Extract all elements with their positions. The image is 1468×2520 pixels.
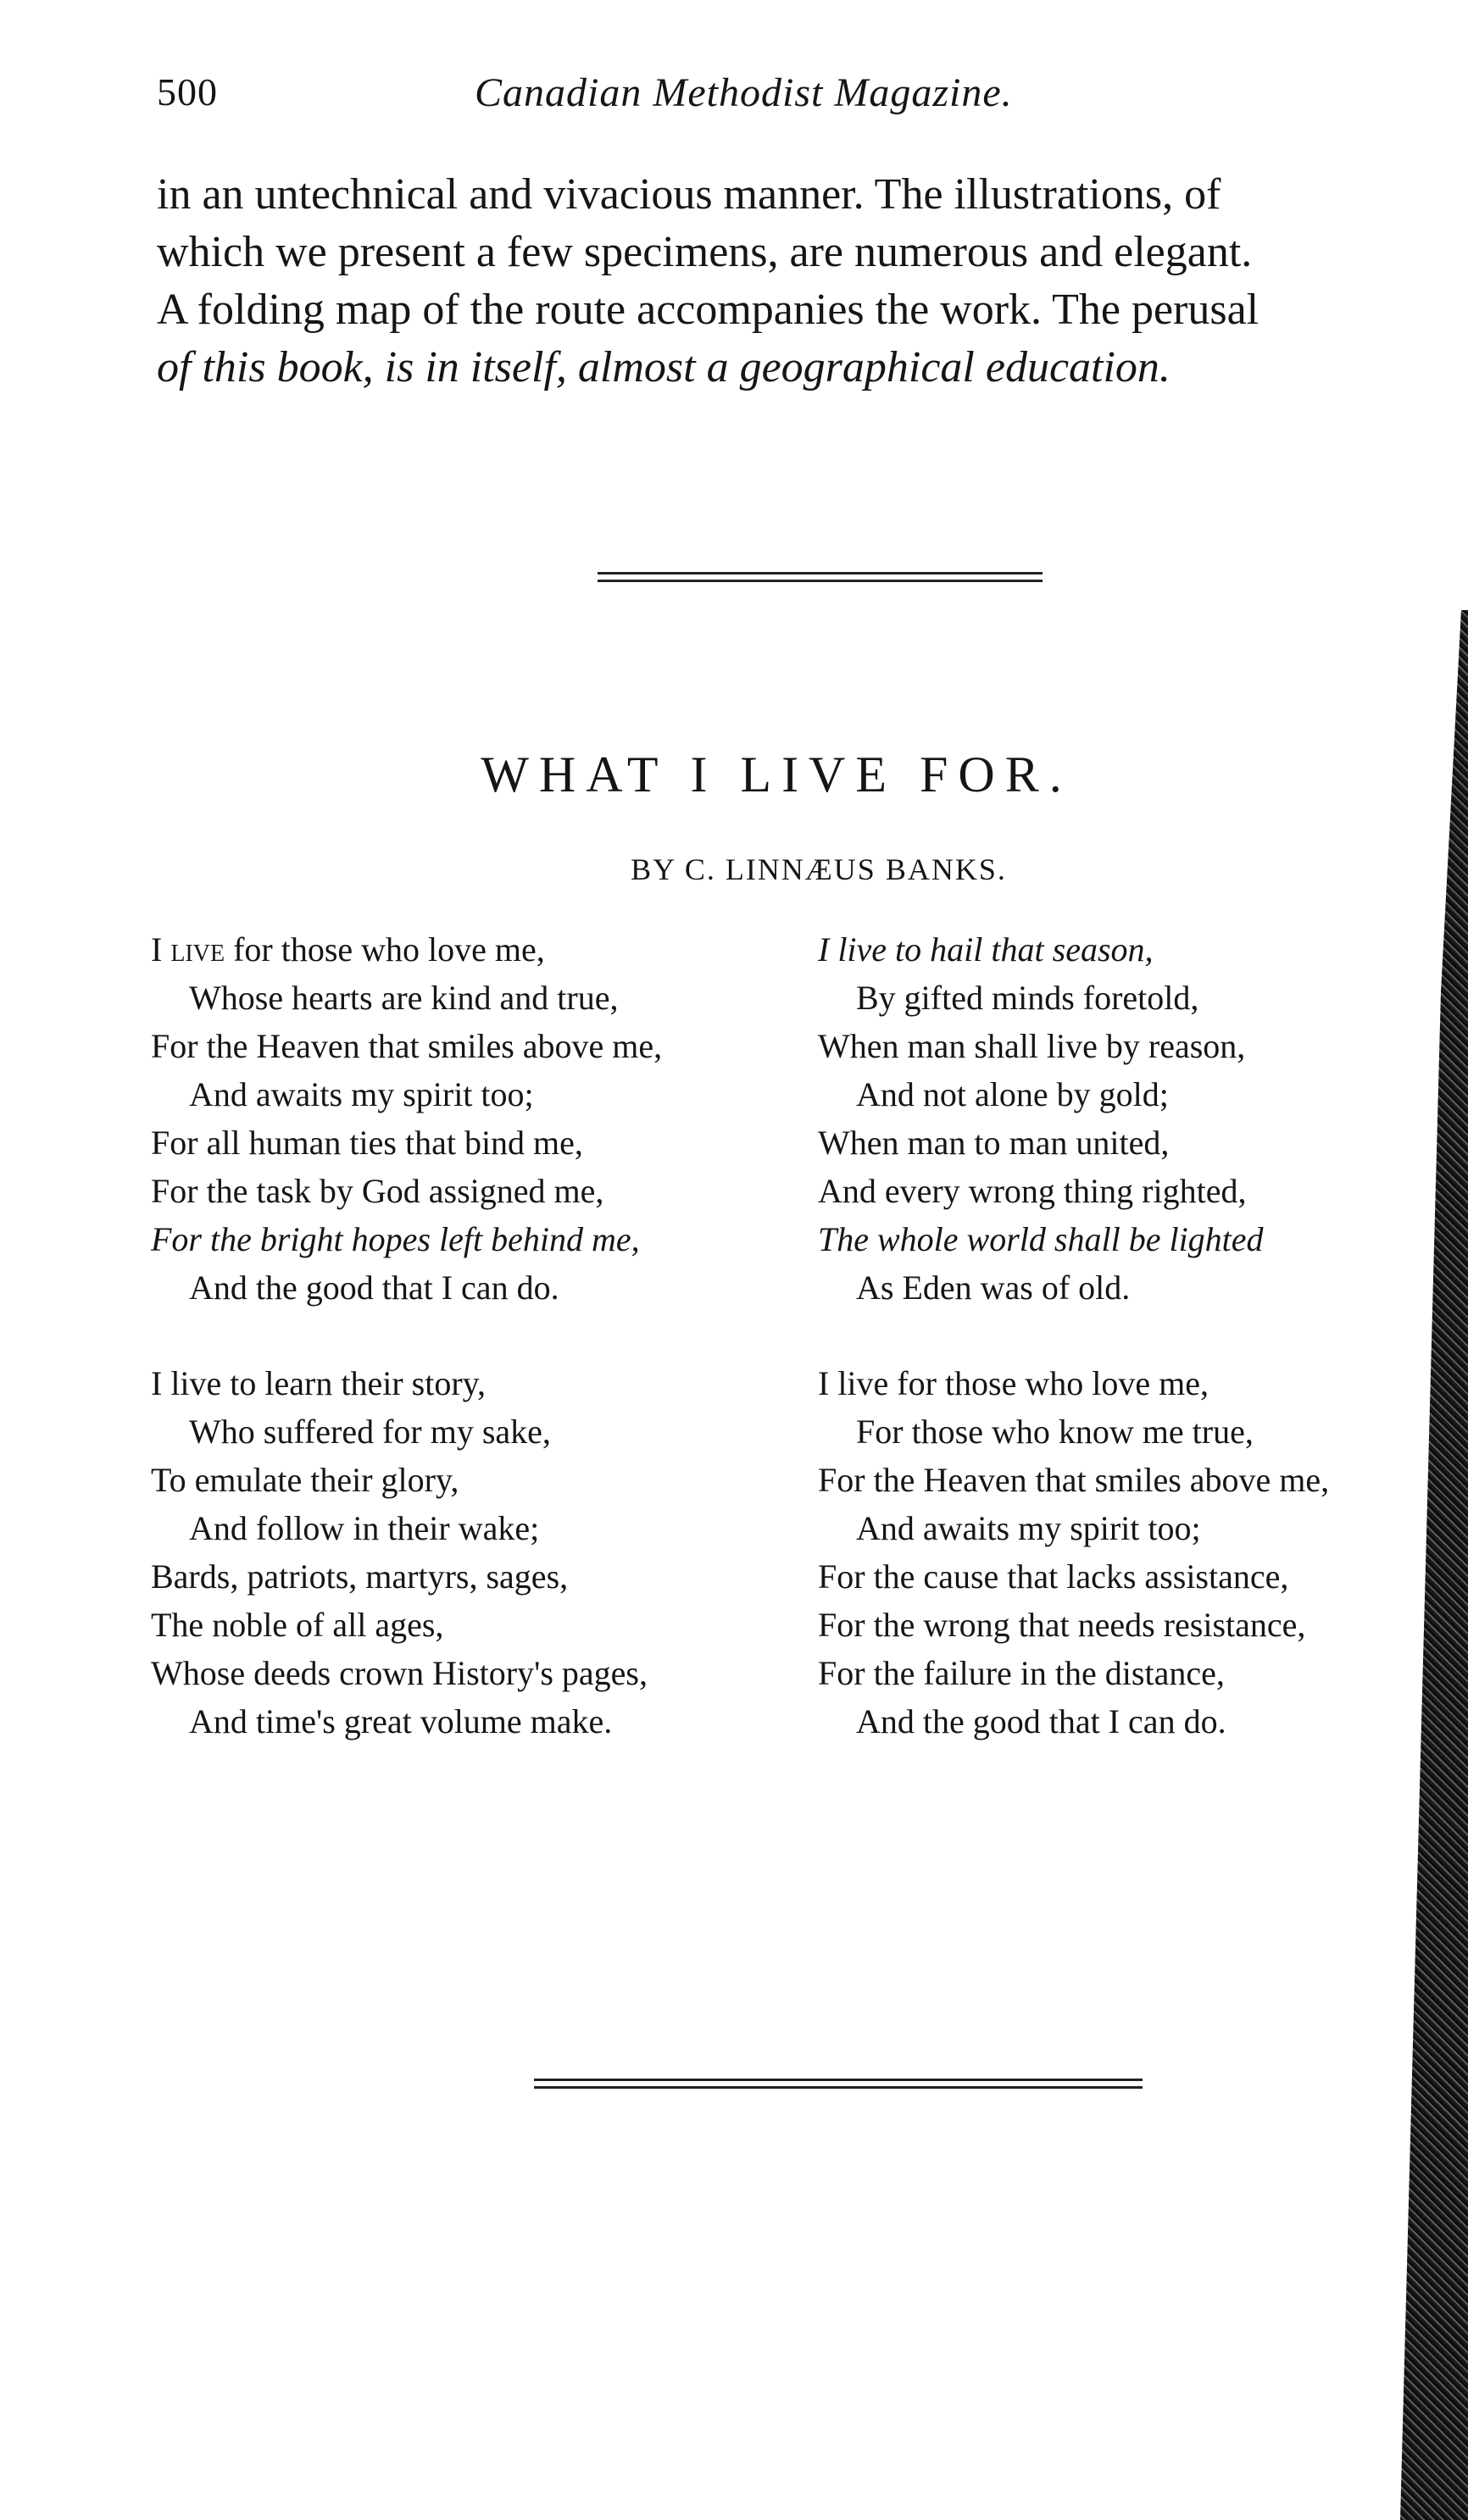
verse-line: Whose deeds crown History's pages, <box>151 1654 648 1692</box>
verse-line: And time's great volume make. <box>189 1702 613 1740</box>
verse-line: Who suffered for my sake, <box>189 1413 551 1451</box>
verse-line: For the Heaven that smiles above me, <box>151 1027 663 1065</box>
verse-line: When man shall live by reason, <box>818 1027 1246 1065</box>
prose-line: A folding map of the route accompanies the work. The perusal <box>157 286 1259 334</box>
review-paragraph <box>157 166 1445 397</box>
verse-line: For all human ties that bind me, <box>151 1124 583 1162</box>
verse-line: I live to learn their story, <box>151 1364 487 1402</box>
drop-word: I live <box>151 930 225 969</box>
page-header <box>157 69 1174 129</box>
verse-line: I live for those who love me, <box>818 1364 1209 1402</box>
verse-line: For the cause that lacks assistance, <box>818 1557 1289 1596</box>
verse-line: Whose hearts are kind and true, <box>189 979 619 1017</box>
section-divider-bottom <box>534 2079 1143 2089</box>
verse-line: By gifted minds foretold, <box>856 979 1199 1017</box>
verse-line: For those who know me true, <box>856 1413 1254 1451</box>
verse-line: And the good that I can do. <box>189 1268 559 1307</box>
verse-line: The noble of all ages, <box>151 1606 444 1644</box>
verse-line: And follow in their wake; <box>189 1509 540 1547</box>
prose-line: which we present a few specimens, are numerous and elegant. <box>157 228 1253 276</box>
verse-line: To emulate their glory, <box>151 1461 459 1499</box>
verse-line: For the Heaven that smiles above me, <box>818 1461 1330 1499</box>
stanza-1-right <box>818 925 1428 1312</box>
running-title: Canadian Methodist Magazine. <box>475 70 1013 115</box>
verse-line: As Eden was of old. <box>856 1268 1131 1307</box>
poem-title: WHAT I LIVE FOR. <box>481 747 1072 802</box>
verse-line: And awaits my spirit too; <box>856 1509 1201 1547</box>
prose-line-italic: of this book, is in itself, almost a geographical education. <box>157 343 1171 391</box>
stanza-2-left <box>151 1359 829 1746</box>
verse-line: And awaits my spirit too; <box>189 1075 534 1113</box>
section-divider-top <box>598 572 1043 582</box>
verse-line: For the failure in the distance, <box>818 1654 1225 1692</box>
verse-text: for those who love me, <box>225 930 545 969</box>
verse-line <box>151 925 829 974</box>
verse-line: For the wrong that needs resistance, <box>818 1606 1306 1644</box>
verse-line: The whole world shall be lighted <box>818 1220 1264 1258</box>
poem-author: BY C. LINNÆUS BANKS. <box>631 852 1007 886</box>
verse-line: And not alone by gold; <box>856 1075 1169 1113</box>
page-number: 500 <box>157 70 218 114</box>
verse-line: I live to hail that season, <box>818 930 1154 969</box>
verse-line: For the task by God assigned me, <box>151 1172 604 1210</box>
verse-line: When man to man united, <box>818 1124 1170 1162</box>
prose-line: in an untechnical and vivacious manner. The illustrations, of <box>157 170 1221 219</box>
verse-line: And the good that I can do. <box>856 1702 1226 1740</box>
stanza-1-left <box>151 925 829 1312</box>
stanza-2-right <box>818 1359 1428 1746</box>
verse-line: Bards, patriots, martyrs, sages, <box>151 1557 569 1596</box>
verse-line: For the bright hopes left behind me, <box>151 1220 640 1258</box>
verse-line: And every wrong thing righted, <box>818 1172 1247 1210</box>
